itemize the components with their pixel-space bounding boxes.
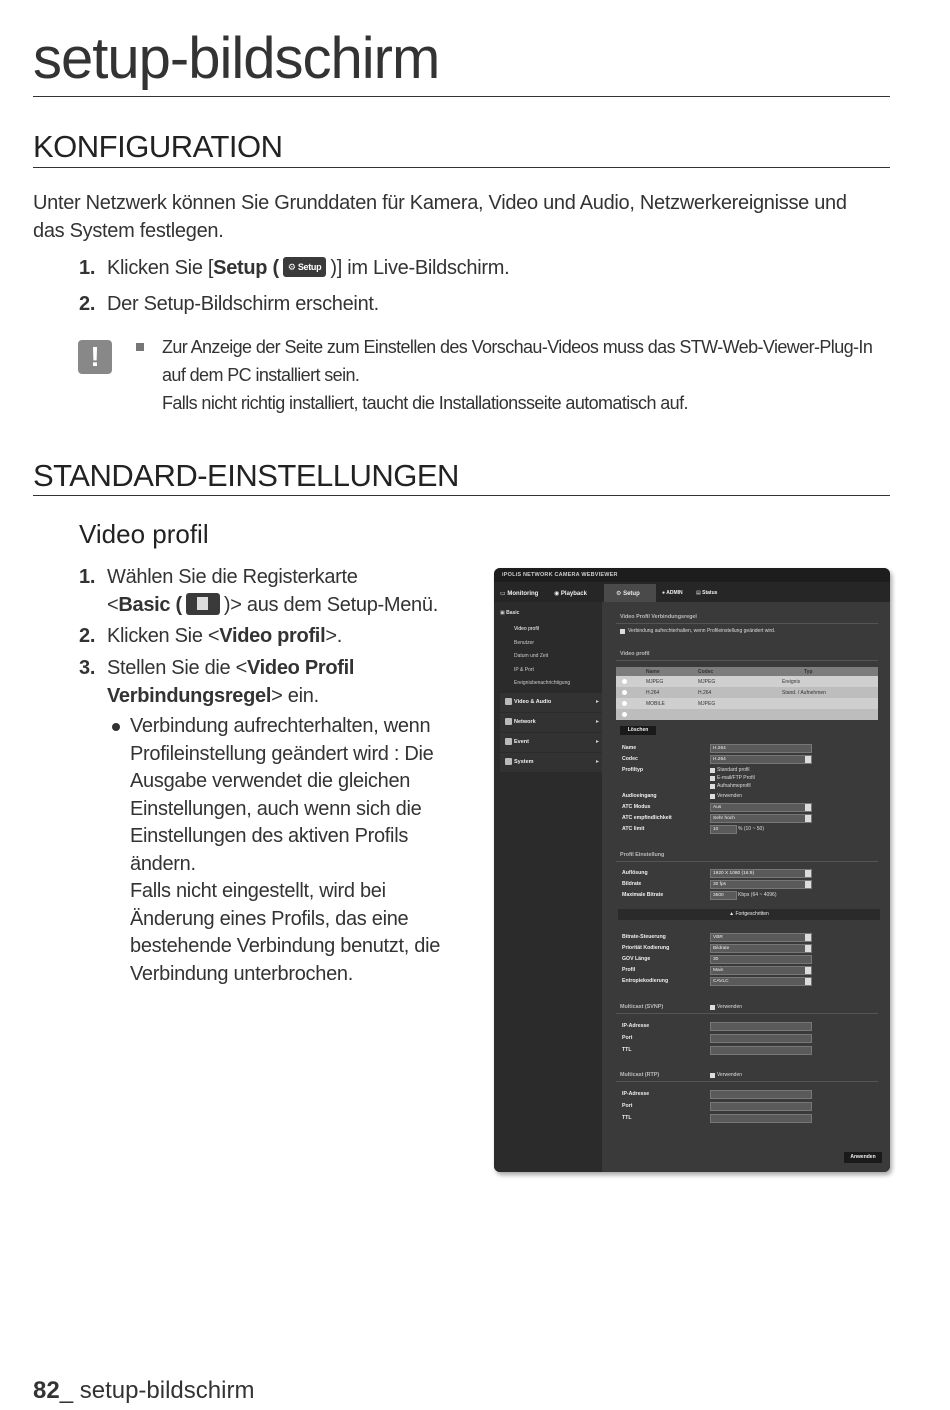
tab-label: Playback: [560, 591, 587, 597]
sidebar-item[interactable]: Ereignisbenachrichtigung: [514, 680, 571, 686]
profiltyp-option: Aufnahmeprofil: [717, 783, 751, 789]
step-bold-2: Verbindungsregel: [107, 685, 272, 707]
advanced-field[interactable]: [710, 977, 812, 986]
sidebar-group[interactable]: [500, 733, 602, 752]
label-advanced: Entropiekodierung: [622, 978, 669, 984]
sidebar-item[interactable]: Benutzer: [514, 639, 535, 646]
profiltyp-checkbox[interactable]: [710, 768, 715, 773]
label-multicast: IP-Adresse: [622, 1091, 650, 1097]
setup-chip-label: Setup: [297, 261, 322, 272]
multicast-input[interactable]: [710, 1034, 812, 1043]
atc-unit: % (10 ~ 50): [738, 826, 764, 832]
table-cell: MOBILE: [646, 701, 665, 707]
tab-label: ADMIN: [666, 590, 683, 596]
setup-button-icon: ⚙ Setup: [283, 257, 327, 277]
konfiguration-rule: [33, 167, 890, 168]
chevron-right-icon: ▸: [596, 739, 600, 745]
section-connection-rule: Video Profil Verbindungsregel: [620, 614, 697, 620]
step-text-post: > ein.: [271, 685, 319, 707]
table-row[interactable]: [616, 709, 878, 720]
field-value: 3500: [713, 893, 724, 898]
setting-field[interactable]: [710, 869, 812, 878]
tab-label: Status: [702, 590, 718, 596]
tab-status[interactable]: [696, 590, 717, 596]
profiltyp-option: E-mail/FTP Profil: [717, 775, 755, 781]
section-video-profile: Video profil: [620, 651, 650, 657]
section-multicast-rtp: Multicast (RTP): [620, 1072, 660, 1078]
group-icon: [505, 758, 512, 765]
standard-step-3: [79, 654, 479, 710]
warning-icon: !: [78, 340, 112, 374]
multicast-input[interactable]: [710, 1046, 812, 1055]
divider: [616, 623, 878, 624]
radio-button[interactable]: [622, 712, 627, 717]
advanced-toggle[interactable]: ▲ Fortgeschritten: [618, 909, 880, 920]
viewer-brand: iPOLiS NETWORK CAMERA WEBVIEWER: [502, 572, 618, 578]
label-multicast: TTL: [622, 1047, 632, 1053]
label-multicast: Port: [622, 1103, 633, 1109]
playback-icon: ◉: [554, 591, 560, 597]
input-value: H.264: [713, 746, 726, 751]
setting-field[interactable]: [710, 880, 812, 889]
setting-field[interactable]: [710, 891, 737, 900]
label-advanced: Bitrate-Steuerung: [622, 934, 666, 940]
footer-text: _ setup-bildschirm: [59, 1377, 255, 1404]
field-value: 10: [713, 827, 719, 832]
basic-tab-icon: [186, 593, 220, 615]
label-advanced: Priorität Kodierung: [622, 945, 670, 951]
bullet-dot-icon: [112, 723, 120, 731]
advanced-field[interactable]: [710, 955, 812, 964]
tab-label: Setup: [623, 591, 640, 597]
step-text: Wählen Sie die Registerkarte: [107, 566, 358, 588]
multicast-input[interactable]: [710, 1102, 812, 1111]
col-name: Name: [646, 669, 660, 675]
delete-button[interactable]: Löschen: [620, 726, 656, 735]
label-setting: Bildrate: [622, 881, 642, 887]
step-text-post: )> aus dem Setup-Menü.: [223, 594, 438, 616]
atc-field[interactable]: [710, 825, 737, 834]
divider: [616, 660, 878, 661]
step-bold-1: Video Profil: [247, 657, 355, 679]
field-value: Aus: [713, 805, 722, 810]
basic-icon: ▣: [500, 610, 505, 616]
group-icon: [505, 698, 512, 705]
radio-button[interactable]: [622, 679, 627, 684]
table-cell: Stand. / Aufnehmen: [782, 690, 826, 696]
field-value: Main: [713, 968, 724, 973]
step-bold: Basic (: [118, 594, 182, 616]
intro-line-1: Unter Netzwerk können Sie Grunddaten für Kamera, Video und Audio, Netzwerkereignisse und: [33, 192, 847, 214]
table-cell: MJPEG: [698, 679, 716, 685]
table-cell: H.264: [698, 690, 712, 696]
bullet-line: ändern.: [130, 852, 196, 875]
label-atc: ATC empfindlichkeit: [622, 815, 672, 821]
user-admin[interactable]: [662, 590, 683, 596]
label-advanced: GOV Länge: [622, 956, 651, 962]
col-codec: Codec: [698, 669, 714, 675]
label-multicast: TTL: [622, 1115, 632, 1121]
sidebar-label: Basic: [506, 610, 520, 616]
step-number: 1.: [79, 566, 96, 588]
konfig-step-1: [79, 254, 679, 282]
field-value: Bildrate: [713, 946, 730, 951]
heading-standard: STANDARD-EINSTELLUNGEN: [33, 458, 459, 493]
field-value: 1920 X 1080 (16:9): [713, 871, 755, 876]
advanced-field[interactable]: [710, 966, 812, 975]
table-cell: MJPEG: [646, 679, 664, 685]
radio-button[interactable]: [622, 701, 627, 706]
setup-screenshot: [494, 568, 890, 1172]
profiltyp-checkbox[interactable]: [710, 784, 715, 789]
field-value: 30: [713, 957, 719, 962]
profiltyp-option: Standard profil: [717, 767, 750, 773]
step-number: 2.: [79, 625, 96, 647]
tab-monitoring[interactable]: [500, 590, 538, 597]
multicast-input[interactable]: [710, 1090, 812, 1099]
divider: [616, 1081, 878, 1082]
bullet-line: bestehende Verbindung benutzt, die: [130, 935, 441, 957]
note-line-2: auf dem PC installiert sein.: [162, 365, 360, 385]
bullet-line: Falls nicht eingestellt, wird bei: [130, 880, 386, 902]
sidebar-group[interactable]: [500, 753, 602, 772]
step-text: Klicken Sie <: [107, 625, 220, 647]
step-number: 2.: [79, 293, 96, 315]
status-icon: ▤: [696, 590, 701, 596]
label-setting: Maximale Bitrate: [622, 892, 664, 898]
sidebar-group-label: Network: [514, 719, 536, 725]
standard-rule: [33, 495, 890, 496]
step-bold: Video profil: [219, 625, 326, 647]
heading-konfiguration: KONFIGURATION: [33, 129, 283, 164]
konfig-step-2: [79, 290, 679, 318]
multicast-option: Verwenden: [717, 1004, 743, 1010]
title-rule: [33, 96, 890, 97]
multicast-input[interactable]: [710, 1114, 812, 1123]
multicast-checkbox[interactable]: [710, 1005, 715, 1010]
sidebar-group[interactable]: [500, 693, 602, 712]
step-text-post: >.: [325, 625, 342, 647]
divider: [616, 861, 878, 862]
advanced-field[interactable]: [710, 933, 812, 942]
bullet-line: Ausgabe verwendet die gleichen: [130, 770, 411, 792]
standard-step-2: [79, 622, 479, 650]
sidebar-group-label: System: [514, 759, 534, 765]
multicast-checkbox[interactable]: [710, 1073, 715, 1078]
label-codec: Codec: [622, 756, 638, 762]
advanced-field[interactable]: [710, 944, 812, 953]
sidebar-group[interactable]: [500, 713, 602, 732]
rule-checkbox-label: Verbindung aufrechterhalten, wenn Profileinstellung geändert wird.: [628, 628, 776, 634]
select-value: H.264: [713, 757, 726, 762]
section-profile-settings: Profil Einstellung: [620, 852, 665, 858]
label-name: Name: [622, 745, 637, 751]
name-input[interactable]: [710, 744, 812, 753]
profiltyp-checkbox[interactable]: [710, 776, 715, 781]
table-cell: Ereignis: [782, 679, 801, 685]
bullet-line: Verbindung aufrechterhalten, wenn: [130, 715, 431, 737]
rule-checkbox[interactable]: [620, 629, 625, 634]
sidebar-group-label: Video & Audio: [514, 699, 552, 705]
note-line-1: Zur Anzeige der Seite zum Einstellen des Vorschau-Videos muss das STW-Web-Viewer-Plug-In: [162, 337, 873, 357]
section-multicast-svnp: Multicast (SVNP): [620, 1004, 664, 1010]
step-text: Stellen Sie die <: [107, 657, 247, 679]
label-multicast: IP-Adresse: [622, 1023, 650, 1029]
table-row[interactable]: [616, 687, 878, 698]
profile-table-header: [616, 667, 878, 676]
label-atc: ATC limit: [622, 826, 645, 832]
atc-field[interactable]: [710, 803, 812, 812]
sidebar-item[interactable]: IP & Port: [514, 666, 534, 673]
sidebar-item[interactable]: Datum und Zeit: [514, 653, 549, 659]
chevron-right-icon: ▸: [596, 719, 600, 725]
page-number: 82: [33, 1377, 60, 1404]
tab-setup[interactable]: [616, 590, 640, 597]
bullet-line: Einstellungen, auch wenn sich die: [130, 797, 422, 820]
label-audio: Audioeingang: [622, 793, 657, 799]
step-number: 3.: [79, 657, 96, 679]
setup-sidebar: [494, 602, 602, 1172]
bullet-line: Änderung eines Profils, das eine: [130, 907, 409, 930]
radio-button[interactable]: [622, 690, 627, 695]
subheading-video-profil: Video profil: [79, 519, 209, 549]
step-bold: Setup (: [213, 257, 279, 279]
table-row[interactable]: [616, 676, 878, 687]
sidebar-group-label: Event: [514, 739, 529, 745]
group-icon: [505, 718, 512, 725]
step-text: Der Setup-Bildschirm erscheint.: [107, 293, 379, 315]
table-cell: H.264: [646, 690, 660, 696]
bitrate-unit: Kbps (64 ~ 4096): [738, 892, 777, 898]
audio-checkbox[interactable]: [710, 794, 715, 799]
codec-select[interactable]: [710, 755, 812, 764]
field-value: VBR: [713, 935, 723, 940]
multicast-option: Verwenden: [717, 1072, 743, 1078]
atc-field[interactable]: [710, 814, 812, 823]
field-value: Sehr hoch: [713, 816, 735, 821]
multicast-input[interactable]: [710, 1022, 812, 1031]
label-advanced: Profil: [622, 967, 636, 973]
note-line-3: Falls nicht richtig installiert, taucht die Installationsseite automatisch auf.: [162, 393, 688, 413]
user-icon: ●: [662, 590, 666, 596]
label-profiltyp: Profiltyp: [622, 767, 644, 773]
label-atc: ATC Modus: [622, 804, 651, 810]
divider: [616, 1013, 878, 1014]
step-number: 1.: [79, 257, 96, 279]
sidebar-basic[interactable]: [500, 610, 519, 616]
bullet-line: Profileinstellung geändert wird : Die: [130, 742, 434, 765]
page-title: setup-bildschirm: [33, 26, 440, 91]
col-typ: Typ: [804, 669, 813, 675]
standard-step-1: [79, 563, 479, 619]
square-bullet-icon: [136, 343, 144, 351]
label-multicast: Port: [622, 1035, 633, 1041]
step-text-lt: <: [107, 594, 119, 616]
tab-playback[interactable]: [554, 590, 587, 597]
apply-button[interactable]: Anwenden: [844, 1152, 882, 1163]
chevron-right-icon: ▸: [596, 759, 600, 765]
page-footer: [33, 1377, 254, 1405]
field-value: CAVLC: [713, 979, 729, 984]
step-text: Klicken Sie [: [107, 257, 214, 279]
gear-icon: ⚙: [616, 591, 622, 597]
label-setting: Auflösung: [622, 870, 648, 876]
field-value: 30 fps: [713, 882, 727, 887]
table-cell: MJPEG: [698, 701, 716, 707]
bullet-line: Einstellungen des aktiven Profils: [130, 825, 409, 847]
chevron-right-icon: ▸: [596, 699, 600, 705]
sidebar-item[interactable]: Video profil: [514, 626, 539, 632]
bullet-line: Verbindung unterbrochen.: [130, 962, 353, 985]
group-icon: [505, 738, 512, 745]
tab-label: Monitoring: [507, 591, 539, 597]
monitor-icon: ▭: [500, 591, 506, 597]
step-text-post: )] im Live-Bildschirm.: [330, 257, 510, 279]
table-row[interactable]: [616, 698, 878, 709]
audio-option: Verwenden: [717, 793, 743, 799]
intro-line-2: das System festlegen.: [33, 220, 224, 242]
